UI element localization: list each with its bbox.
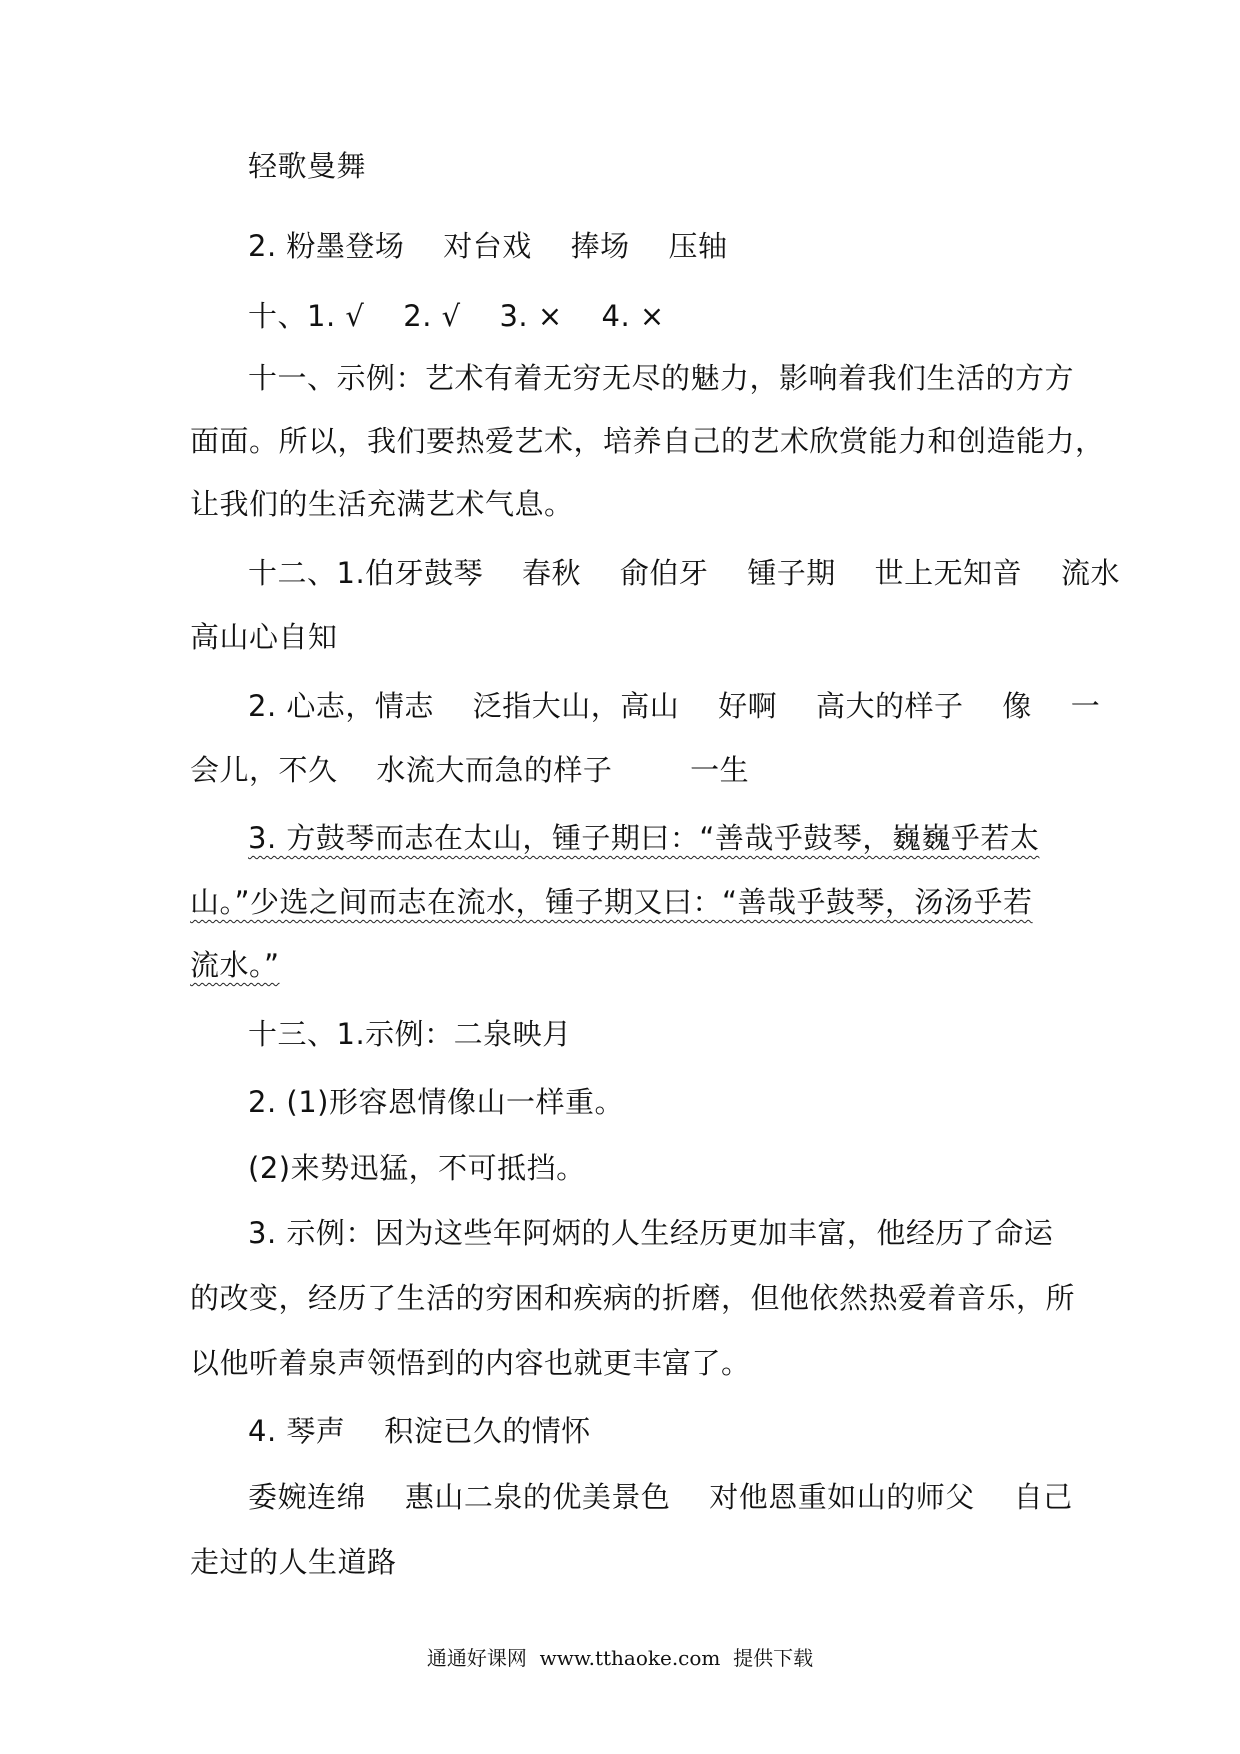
text-line: 的改变，经历了生活的穷困和疾病的折磨，但他依然热爱着音乐，所 (190, 1281, 1076, 1315)
text-line: 委婉连绵 惠山二泉的优美景色 对他恩重如山的师父 自己 (248, 1480, 1073, 1514)
text-line: 十二、1.伯牙鼓琴 春秋 俞伯牙 锺子期 世上无知音 流水 (248, 556, 1121, 590)
text-line: 3. 示例：因为这些年阿炳的人生经历更加丰富，他经历了命运 (248, 1216, 1054, 1250)
text-line: 2. 心志，情志 泛指大山，高山 好啊 高大的样子 像 一 (248, 689, 1101, 723)
text-line: 会儿，不久 水流大而急的样子 一生 (190, 753, 750, 787)
text-line: 走过的人生道路 (190, 1545, 397, 1579)
text-line: 以他听着泉声领悟到的内容也就更丰富了。 (190, 1346, 751, 1380)
text-line: 高山心自知 (190, 620, 338, 654)
text-line: 十、1. √ 2. √ 3. × 4. × (248, 299, 665, 333)
text-line: 轻歌曼舞 (248, 149, 367, 183)
text-line: (2)来势迅猛，不可抵挡。 (248, 1151, 586, 1185)
wavy-underlined-line: 流水。” (190, 948, 280, 982)
text-line: 面面。所以，我们要热爱艺术，培养自己的艺术欣赏能力和创造能力， (190, 424, 1105, 458)
text-line: 十三、1.示例：二泉映月 (248, 1017, 572, 1051)
text-line: 让我们的生活充满艺术气息。 (190, 487, 574, 521)
text-line: 2. 粉墨登场 对台戏 捧场 压轴 (248, 229, 728, 263)
wavy-underlined-line: 3. 方鼓琴而志在太山，锺子期曰：“善哉乎鼓琴，巍巍乎若太 (248, 821, 1040, 855)
wavy-underlined-line: 山。”少选之间而志在流水，锺子期又曰：“善哉乎鼓琴，汤汤乎若 (190, 885, 1033, 919)
text-line: 4. 琴声 积淀已久的情怀 (248, 1414, 591, 1448)
text-line: 2. (1)形容恩情像山一样重。 (248, 1085, 624, 1119)
footer-watermark: 通通好课网 www.tthaoke.com 提供下载 (426, 1646, 814, 1670)
text-line: 十一、示例：艺术有着无穷无尽的魅力，影响着我们生活的方方 (248, 361, 1075, 395)
